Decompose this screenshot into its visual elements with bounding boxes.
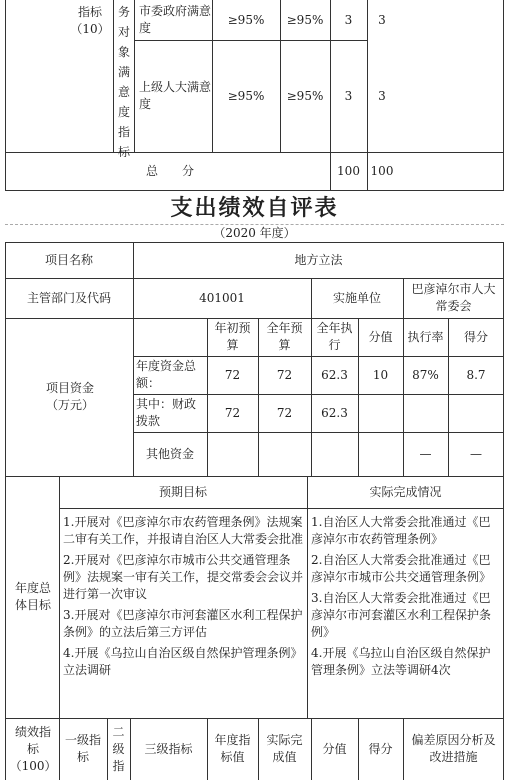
project-name-label: 项目名称 (44, 252, 93, 267)
actual-value-header: 实际完成值 (266, 733, 303, 764)
row-actual: ≥95% (286, 88, 324, 103)
deviation-reason-header: 偏差原因分析及改进措施 (411, 733, 496, 764)
total-score: 100 (370, 164, 394, 178)
expected-goal-item: 4.开展《乌拉山自治区级自然保护管理条例》立法调研 (63, 646, 303, 677)
row-full-score: 3 (344, 88, 353, 103)
row-score: 3 (378, 88, 386, 103)
project-name-value: 地方立法 (294, 252, 343, 267)
row-score: 3 (378, 12, 386, 27)
level2-indicator-header: 二级指 (112, 724, 125, 773)
indicator-label: 指标（10） (70, 5, 110, 36)
funds-header: 分值 (368, 329, 393, 344)
funds-value: 72 (276, 405, 293, 420)
score-header: 得分 (368, 741, 393, 756)
actual-completion-item: 2.自治区人大常委会批准通过《巴彦淖尔市城市公共交通管理条例》 (311, 553, 492, 584)
row-full-score: 3 (344, 12, 353, 27)
annual-target-header: 年度指标值 (214, 733, 251, 764)
expected-goal-item: 3.开展对《巴彦淖尔市河套灌区水利工程保护条例》的立法后第三方评估 (63, 608, 303, 639)
expected-goal-item: 2.开展对《巴彦淖尔市城市公共交通管理条例》法规案一审有关工作，提交常委会会议并进行第一次审议 (63, 553, 304, 601)
funds-header: 全年预算 (266, 321, 303, 352)
level1-indicator-header: 一级指标 (64, 733, 101, 764)
perf-indicator-label: 绩效指标（100） (9, 724, 57, 773)
funds-header: 得分 (463, 329, 488, 344)
funds-row-name: 其他资金 (145, 446, 194, 461)
row-target: ≥95% (227, 88, 265, 103)
annual-goals-label: 年度总体目标 (14, 581, 51, 612)
actual-completion-item: 4.开展《乌拉山自治区级自然保护管理条例》立法等调研4次 (311, 646, 491, 677)
funds-value: — (470, 446, 482, 461)
year-label: （2020 年度） (213, 225, 296, 240)
total-label: 总 分 (145, 164, 194, 178)
actual-completion-item: 1.自治区人大常委会批准通过《巴彦淖尔市农药管理条例》 (311, 515, 491, 546)
row-target: ≥95% (227, 12, 265, 27)
funds-value: 72 (276, 367, 293, 382)
funds-value: 10 (372, 367, 389, 382)
total-full-score: 100 (337, 164, 360, 178)
row-actual: ≥95% (286, 12, 324, 27)
funds-row-name: 其中：财政拨款 (136, 397, 197, 428)
actual-completion-header: 实际完成情况 (369, 484, 442, 499)
funds-value: 8.7 (466, 367, 486, 382)
impl-unit-label: 实施单位 (332, 290, 381, 305)
funds-value: 87% (412, 367, 439, 382)
funds-value: — (419, 446, 432, 461)
funds-header: 年初预算 (214, 321, 251, 352)
page-title: 支出绩效自评表 (170, 195, 339, 221)
dept-code-label: 主管部门及代码 (26, 290, 111, 305)
actual-completion-item: 3.自治区人大常委会批准通过《巴彦淖尔市河套灌区水利工程保护条例》 (311, 591, 492, 639)
expected-goals-list (59, 512, 307, 716)
row-name: 市委政府满意度 (139, 4, 212, 35)
funds-label: 项目资金（万元） (45, 381, 94, 412)
satisfaction-indicator-label: 务对象满意度指标 (117, 5, 130, 159)
funds-header: 执行率 (407, 329, 444, 344)
expected-goals-header: 预期目标 (158, 484, 207, 499)
level3-indicator-header: 三级指标 (144, 741, 193, 756)
funds-header: 全年执行 (316, 321, 353, 352)
dept-code-value: 401001 (199, 290, 245, 305)
funds-row-name: 年度资金总额： (136, 359, 197, 390)
funds-value: 72 (224, 367, 241, 382)
funds-value: 62.3 (321, 367, 348, 382)
full-score-header: 分值 (322, 741, 347, 756)
row-name: 上级人大满意度 (139, 80, 212, 111)
funds-value: 62.3 (321, 405, 348, 420)
actual-completion-list (307, 512, 504, 716)
impl-unit-value: 巴彦淖尔市人大常委会 (411, 282, 496, 313)
expected-goal-item: 1.开展对《巴彦淖尔市农药管理条例》法规案二审有关工作，并报请自治区人大常委会批准 (63, 515, 304, 546)
funds-value: 72 (224, 405, 241, 420)
